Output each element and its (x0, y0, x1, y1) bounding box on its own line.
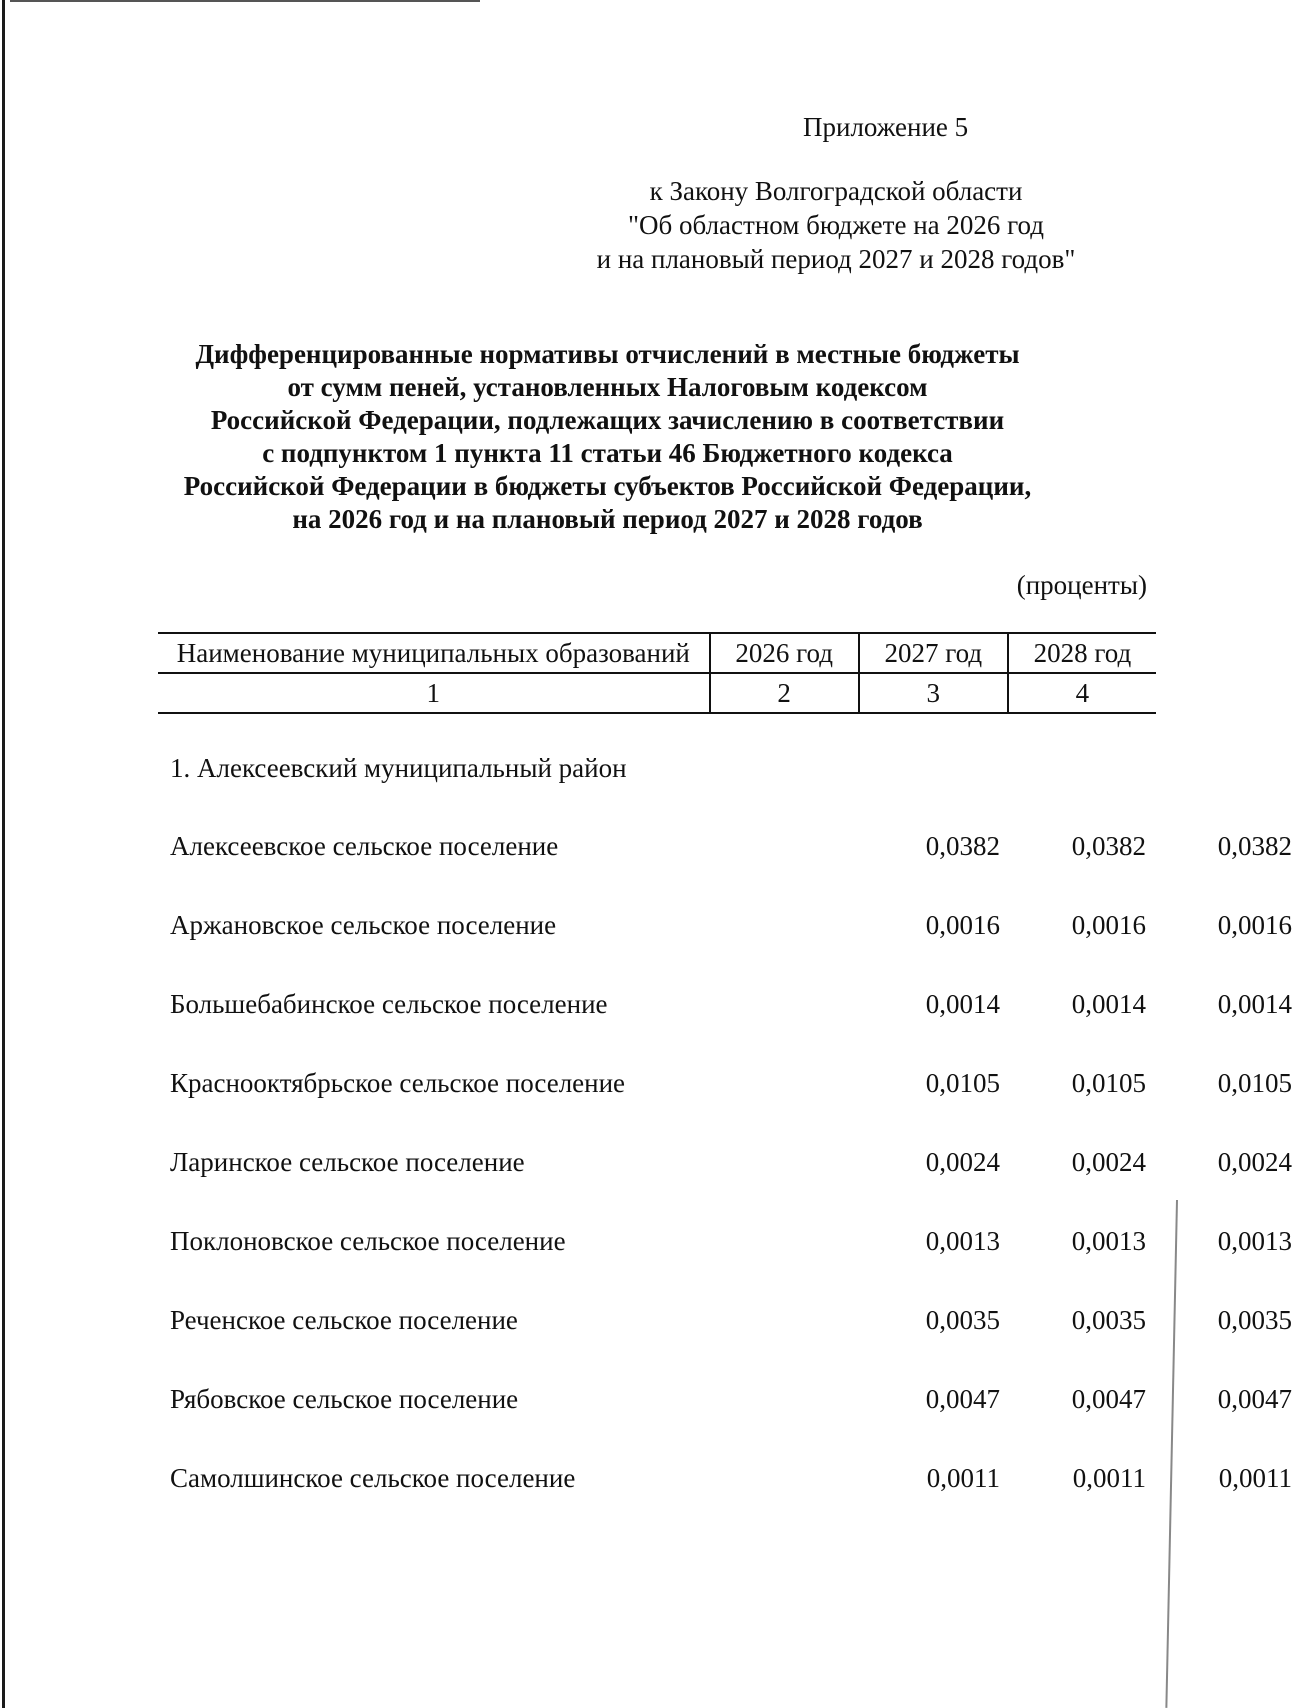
settlement-name: Краснооктябрьское сельское поселение (170, 1068, 626, 1098)
value-2027: 0,0016 (1071, 910, 1146, 940)
table-row (170, 1300, 1292, 1379)
value-2026: 0,0035 (925, 1305, 1000, 1335)
value-2028: 0,0016 (1217, 910, 1292, 940)
value-2028: 0,0105 (1217, 1068, 1292, 1098)
heading-line: на 2026 год и на плановый период 2027 и 2028 годов (292, 504, 923, 534)
annex-ref-line: к Закону Волгоградской области (649, 176, 1023, 206)
value-2028: 0,0011 (1218, 1463, 1292, 1493)
column-number: 4 (1008, 673, 1156, 713)
table-column-number-row (158, 673, 1156, 713)
settlement-name: Аржановское сельское поселение (170, 910, 557, 940)
header-2027: 2027 год (859, 633, 1008, 673)
heading-line: Российской Федерации, подлежащих зачислению в соответствии (210, 405, 1005, 435)
heading-line: от сумм пеней, установленных Налоговым кодексом (287, 372, 928, 402)
header-municipality: Наименование муниципальных образований (158, 633, 710, 673)
annex-ref-line: "Об областном бюджете на 2026 год (628, 210, 1044, 240)
value-2027: 0,0014 (1071, 989, 1146, 1019)
value-2027: 0,0105 (1071, 1068, 1146, 1098)
settlement-list (170, 826, 1292, 1537)
value-2026: 0,0024 (925, 1147, 1000, 1177)
table-row (170, 1063, 1292, 1142)
value-2027: 0,0024 (1071, 1147, 1146, 1177)
value-2026: 0,0013 (925, 1226, 1000, 1256)
heading-line: Дифференцированные нормативы отчислений в местные бюджеты (195, 339, 1020, 369)
value-2027: 0,0013 (1071, 1226, 1146, 1256)
settlement-name: Ларинское сельское поселение (170, 1147, 525, 1177)
settlement-name: Рябовское сельское поселение (170, 1384, 519, 1414)
table-row (170, 1458, 1292, 1537)
column-number: 3 (859, 673, 1008, 713)
value-2028: 0,0013 (1217, 1226, 1292, 1256)
table-header-row (158, 633, 1156, 673)
header-2028: 2028 год (1008, 633, 1156, 673)
settlement-name: Самолшинское сельское поселение (170, 1463, 576, 1493)
column-number: 1 (158, 673, 710, 713)
value-2028: 0,0035 (1217, 1305, 1292, 1335)
heading-line: Российской Федерации в бюджеты субъектов Российской Федерации, (183, 471, 1032, 501)
value-2026: 0,0382 (925, 831, 1000, 861)
table-row (170, 1379, 1292, 1458)
spacer (170, 788, 1130, 826)
value-2026: 0,0105 (925, 1068, 1000, 1098)
norms-table-header (158, 632, 1156, 714)
value-2026: 0,0016 (925, 910, 1000, 940)
value-2026: 0,0014 (925, 989, 1000, 1019)
settlement-name: Поклоновское сельское поселение (170, 1226, 566, 1256)
value-2028: 0,0382 (1217, 831, 1292, 861)
scan-edge-left (2, 0, 5, 1708)
table-row (170, 1221, 1292, 1300)
annex-title: Приложение 5 (803, 112, 969, 142)
table-row (170, 826, 1292, 905)
annex-ref-line: и на плановый период 2027 и 2028 годов" (596, 244, 1076, 274)
header-2026: 2026 год (710, 633, 859, 673)
value-2027: 0,0382 (1071, 831, 1146, 861)
column-number: 2 (710, 673, 859, 713)
value-2028: 0,0047 (1217, 1384, 1292, 1414)
annex-reference (526, 174, 1146, 276)
value-2027: 0,0047 (1071, 1384, 1146, 1414)
settlement-name: Алексеевское сельское поселение (170, 831, 559, 861)
units-label: (проценты) (1016, 570, 1147, 600)
heading-line: с подпунктом 1 пункта 11 статьи 46 Бюджетного кодекса (262, 438, 953, 468)
value-2028: 0,0014 (1217, 989, 1292, 1019)
table-row (170, 1142, 1292, 1221)
value-2026: 0,0011 (926, 1463, 1000, 1493)
settlement-name: Реченское сельское поселение (170, 1305, 518, 1335)
table-body (170, 748, 1292, 1537)
scan-edge-right (1165, 1200, 1178, 1708)
value-2027: 0,0011 (1072, 1463, 1146, 1493)
document-heading (180, 338, 1035, 536)
value-2027: 0,0035 (1071, 1305, 1146, 1335)
value-2028: 0,0024 (1217, 1147, 1292, 1177)
value-2026: 0,0047 (925, 1384, 1000, 1414)
settlement-name: Большебабинское сельское поселение (170, 989, 608, 1019)
table-row (170, 905, 1292, 984)
table-row (170, 984, 1292, 1063)
scan-edge-top (10, 0, 480, 2)
district-title: 1. Алексеевский муниципальный район (170, 753, 627, 783)
